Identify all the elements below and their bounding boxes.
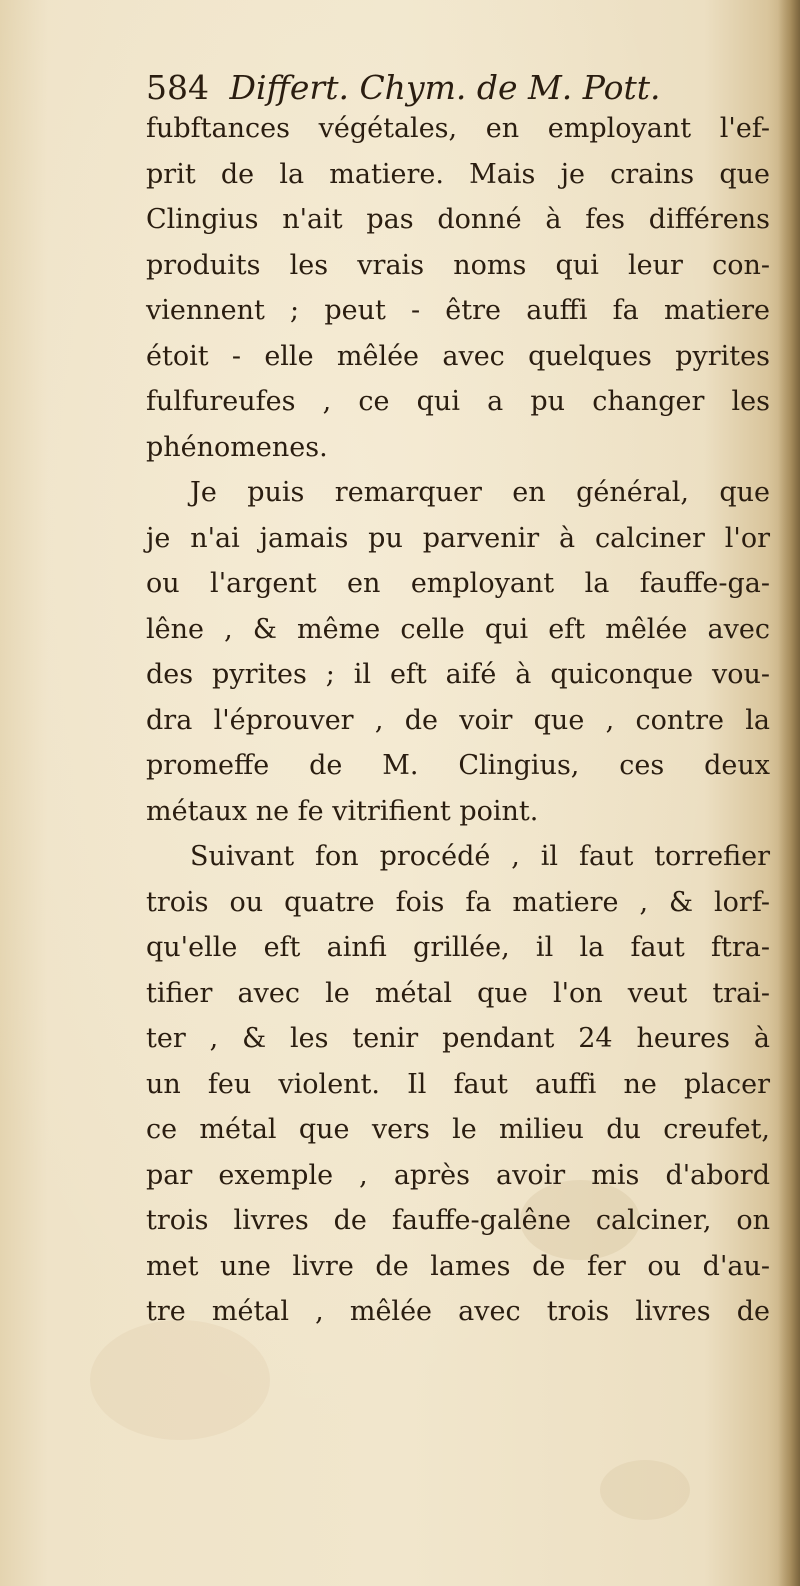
text-line: ou l'argent en employant la fauffe-ga- [146,568,770,599]
text-line: phénomenes. [146,431,328,463]
text-line: Je puis remarquer en général, que [190,477,770,508]
text-line: ce métal que vers le milieu du creufet, [146,1114,770,1145]
paper-stain [90,1320,270,1440]
text-line: trois livres de fauffe-galêne calciner, on [146,1205,770,1236]
text-line: promeffe de M. Clingius, ces deux [146,750,770,781]
text-line: qu'elle eft ainfi grillée, il la faut ftra- [146,932,770,963]
text-line: produits les vrais noms qui leur con- [146,249,770,281]
running-head-title: Differt. Chym. de M. Pott. [229,68,661,107]
text-line: met une livre de lames de fer ou d'au- [146,1250,770,1282]
text-line: Suivant fon procédé , il faut torrefier [190,841,770,872]
text-line: des pyrites ; il eft aifé à quiconque vou- [146,659,770,690]
page-number: 584 [146,68,209,107]
text-line: étoit - elle mêlée avec quelques pyrites [146,340,770,372]
text-line: je n'ai jamais pu parvenir à calciner l'or [146,522,770,554]
text-line: un feu violent. Il faut auffi ne placer [146,1068,770,1100]
text-line: tre métal , mêlée avec trois livres de [146,1296,770,1327]
text-line: métaux ne fe vitrifient point. [146,795,539,827]
text-line: prit de la matiere. Mais je crains que [146,158,770,190]
text-line: Clingius n'ait pas donné à fes différens [146,204,770,235]
text-line: tifier avec le métal que l'on veut trai- [146,977,770,1009]
body-text [146,106,770,1335]
text-line: trois ou quatre fois fa matiere , & lorf- [146,886,770,918]
text-line: par exemple , après avoir mis d'abord [146,1159,770,1191]
text-line: fubftances végétales, en employant l'ef- [146,113,770,144]
page-edge-shadow [778,0,800,1586]
running-head [146,66,766,110]
text-line: fulfureufes , ce qui a pu changer les [146,386,770,417]
paper-stain [600,1460,690,1520]
text-line: ter , & les tenir pendant 24 heures à [146,1023,770,1054]
text-line: viennent ; peut - être auffi fa matiere [146,295,770,326]
text-line: dra l'éprouver , de voir que , contre la [146,704,770,736]
text-line: lêne , & même celle qui eft mêlée avec [146,613,770,645]
